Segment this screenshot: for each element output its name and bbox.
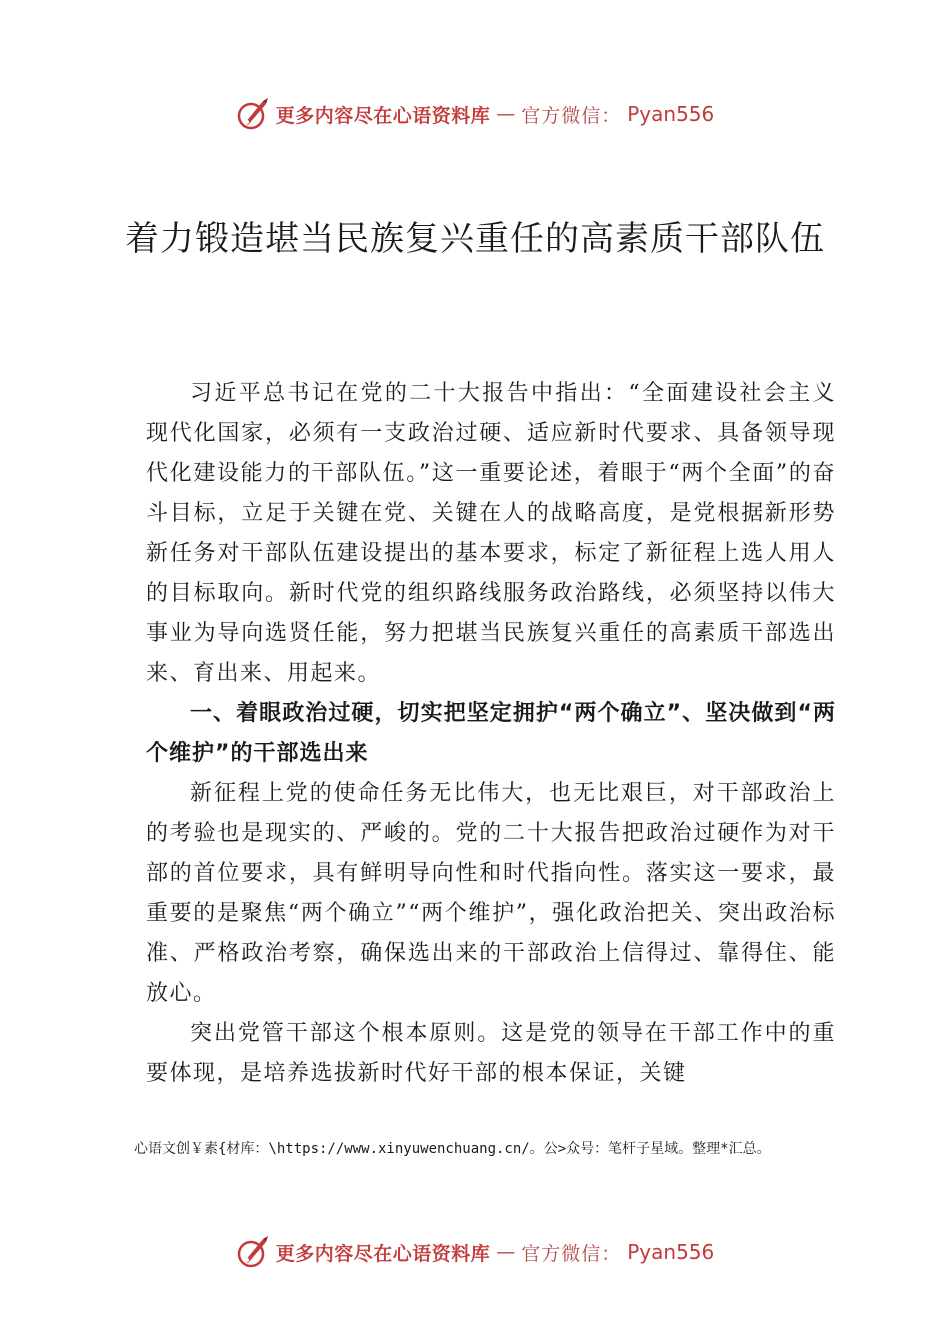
banner-wechat-id: Pyan556: [627, 102, 715, 126]
document-body: [146, 374, 836, 1094]
banner-wechat-label: 官方微信：: [521, 104, 622, 127]
intro-paragraph: 习近平总书记在党的二十大报告中指出：“全面建设社会主义现代化国家，必须有一支政治过硬、适应新时代要求、具备领导现代化建设能力的干部队伍。”这一重要论述，着眼于“两个全面”的奋斗目标，立足于关键在党、关键在人的战略高度，是党根据新形势新任务对干部队伍建设提出的基本要求，标定了新征程上选人用人的目标取向。新时代党的组织路线服务政治路线，必须坚持以伟大事业为导向选贤任能，努力把堪当民族复兴重任的高素质干部选出来、育出来、用起来。: [146, 381, 836, 686]
body-paragraph-3: 突出党管干部这个根本原则。这是党的领导在干部工作中的重要体现，是培养选拔新时代好干部的根本保证，关键: [146, 1021, 836, 1086]
banner-dash: —: [496, 1241, 516, 1263]
banner-wechat-label: 官方微信：: [521, 1242, 622, 1265]
banner-wechat-id: Pyan556: [627, 1240, 715, 1264]
footer-banner: [0, 1232, 950, 1272]
section-heading-1: 一、着眼政治过硬，切实把坚定拥护“两个确立”、坚决做到“两个维护”的干部选出来: [146, 701, 836, 766]
document-title: 着力锻造堪当民族复兴重任的高素质干部队伍: [125, 219, 825, 259]
quill-pen-logo-icon: [236, 97, 270, 131]
banner-dash: —: [496, 103, 516, 125]
body-paragraph-2: 新征程上党的使命任务无比伟大，也无比艰巨，对干部政治上的考验也是现实的、严峻的。党的二十大报告把政治过硬作为对干部的首位要求，具有鲜明导向性和时代指向性。落实这一要求，最重要的是聚焦“两个确立”“两个维护”，强化政治把关、突出政治标准、严格政治考察，确保选出来的干部政治上信得过、靠得住、能放心。: [146, 781, 836, 1006]
header-banner: [0, 94, 950, 134]
quill-pen-logo-icon: [236, 1235, 270, 1269]
source-footnote: 心语文创￥素{材库：\https://www.xinyuwenchuang.cn/。公>众号：笔杆子星域。整理*汇总。: [134, 1141, 771, 1157]
banner-slogan: 更多内容尽在心语资料库: [275, 104, 491, 127]
banner-slogan: 更多内容尽在心语资料库: [275, 1242, 491, 1265]
